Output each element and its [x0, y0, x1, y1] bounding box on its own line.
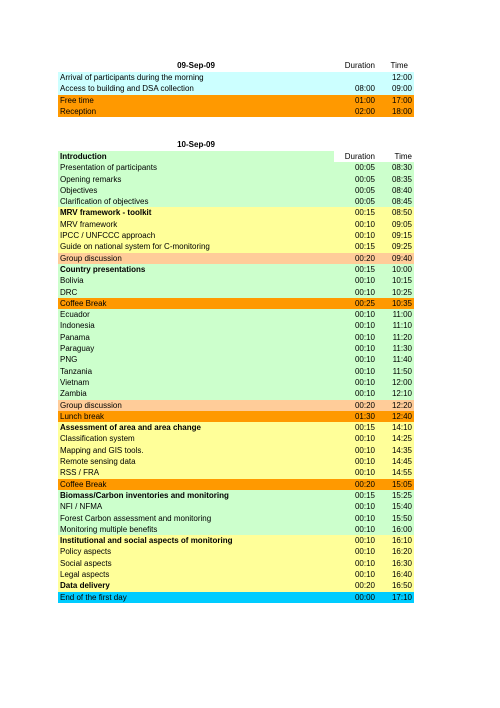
time-cell: 08:40 — [378, 185, 414, 196]
activity-cell: Classification system — [58, 433, 334, 444]
activity-cell: Lunch break — [58, 411, 334, 422]
duration-cell: 00:10 — [334, 275, 378, 286]
activity-cell: IPCC / UNFCCC approach — [58, 230, 334, 241]
time-cell: 09:25 — [378, 241, 414, 252]
activity-cell: MRV framework - toolkit — [58, 207, 334, 218]
schedule-row — [58, 162, 414, 173]
duration-cell: 08:00 — [334, 83, 378, 94]
duration-cell: 00:10 — [334, 558, 378, 569]
activity-cell: Tanzania — [58, 366, 334, 377]
activity-cell: DRC — [58, 287, 334, 298]
activity-cell: Coffee Break — [58, 298, 334, 309]
schedule-row — [58, 400, 414, 411]
activity-cell: Arrival of participants during the morning — [58, 72, 334, 83]
time-cell: 12:00 — [378, 72, 414, 83]
duration-cell: 00:10 — [334, 456, 378, 467]
schedule-row — [58, 354, 414, 365]
time-cell: 10:15 — [378, 275, 414, 286]
time-cell: 16:50 — [378, 580, 414, 591]
schedule-table-day1 — [58, 60, 414, 117]
activity-cell: Country presentations — [58, 264, 334, 275]
schedule-row — [58, 72, 414, 83]
time-cell: 16:40 — [378, 569, 414, 580]
schedule-row — [58, 479, 414, 490]
schedule-row — [58, 196, 414, 207]
time-cell: 16:20 — [378, 546, 414, 557]
schedule-row — [58, 524, 414, 535]
time-cell: 10:00 — [378, 264, 414, 275]
time-cell: 14:10 — [378, 422, 414, 433]
schedule-row — [58, 230, 414, 241]
activity-cell: Group discussion — [58, 253, 334, 264]
time-cell: 14:35 — [378, 445, 414, 456]
activity-cell: Objectives — [58, 185, 334, 196]
time-cell: 08:30 — [378, 162, 414, 173]
time-cell: 11:00 — [378, 309, 414, 320]
time-cell: 17:10 — [378, 592, 414, 603]
duration-cell: 00:05 — [334, 185, 378, 196]
time-cell: 12:20 — [378, 400, 414, 411]
time-cell: 11:10 — [378, 320, 414, 331]
activity-cell: Bolivia — [58, 275, 334, 286]
activity-cell: Panama — [58, 332, 334, 343]
activity-cell: Assessment of area and area change — [58, 422, 334, 433]
schedule-row — [58, 185, 414, 196]
activity-cell: Institutional and social aspects of monitoring — [58, 535, 334, 546]
duration-cell: 02:00 — [334, 106, 378, 117]
duration-cell: 00:15 — [334, 490, 378, 501]
schedule-row — [58, 95, 414, 106]
schedule-row — [58, 83, 414, 94]
schedule-table-day2 — [58, 139, 414, 603]
schedule-row — [58, 490, 414, 501]
activity-cell: End of the first day — [58, 592, 334, 603]
time-cell: 15:25 — [378, 490, 414, 501]
schedule-row — [58, 501, 414, 512]
activity-cell: Introduction — [58, 151, 334, 162]
day1-rows — [58, 72, 414, 117]
duration-cell: 00:05 — [334, 162, 378, 173]
activity-cell: Presentation of participants — [58, 162, 334, 173]
duration-cell: 00:15 — [334, 264, 378, 275]
schedule-row — [58, 106, 414, 117]
duration-cell: 00:10 — [334, 219, 378, 230]
duration-cell: 00:10 — [334, 230, 378, 241]
activity-cell: Group discussion — [58, 400, 334, 411]
activity-cell: Reception — [58, 106, 334, 117]
time-cell: 16:10 — [378, 535, 414, 546]
duration-cell: Duration — [334, 151, 378, 162]
schedule-row — [58, 264, 414, 275]
schedule-row — [58, 411, 414, 422]
time-cell: 10:35 — [378, 298, 414, 309]
time-cell: 14:45 — [378, 456, 414, 467]
schedule-row — [58, 275, 414, 286]
duration-cell: 00:10 — [334, 354, 378, 365]
time-cell: 15:50 — [378, 513, 414, 524]
schedule-row — [58, 207, 414, 218]
day2-header-row — [58, 139, 414, 151]
activity-cell: Forest Carbon assessment and monitoring — [58, 513, 334, 524]
time-cell: 09:15 — [378, 230, 414, 241]
time-cell: 12:10 — [378, 388, 414, 399]
duration-cell: 01:30 — [334, 411, 378, 422]
time-cell: 11:40 — [378, 354, 414, 365]
schedule-row — [58, 377, 414, 388]
duration-cell: 00:10 — [334, 535, 378, 546]
duration-cell: 00:10 — [334, 332, 378, 343]
day1-duration-header: Duration — [344, 61, 375, 70]
time-cell: 09:05 — [378, 219, 414, 230]
time-cell: 10:25 — [378, 287, 414, 298]
schedule-row — [58, 219, 414, 230]
day2-rows — [58, 151, 414, 603]
activity-cell: Zambia — [58, 388, 334, 399]
duration-cell: 00:10 — [334, 388, 378, 399]
duration-cell: 00:15 — [334, 241, 378, 252]
activity-cell: Opening remarks — [58, 174, 334, 185]
duration-cell: 00:10 — [334, 433, 378, 444]
time-cell: 16:30 — [378, 558, 414, 569]
duration-cell: 00:10 — [334, 513, 378, 524]
schedule-row — [58, 456, 414, 467]
activity-cell: Clarification of objectives — [58, 196, 334, 207]
activity-cell: Vietnam — [58, 377, 334, 388]
duration-cell: 00:10 — [334, 377, 378, 388]
duration-cell: 00:20 — [334, 253, 378, 264]
duration-cell: 00:05 — [334, 196, 378, 207]
duration-cell: 00:15 — [334, 422, 378, 433]
time-cell: 12:00 — [378, 377, 414, 388]
activity-cell: Indonesia — [58, 320, 334, 331]
duration-cell: 00:05 — [334, 174, 378, 185]
duration-cell: 00:10 — [334, 524, 378, 535]
day1-time-header: Time — [390, 61, 408, 70]
activity-cell: MRV framework — [58, 219, 334, 230]
duration-cell: 00:25 — [334, 298, 378, 309]
duration-cell: 00:20 — [334, 580, 378, 591]
time-cell: 15:05 — [378, 479, 414, 490]
day1-header-row — [58, 60, 414, 72]
duration-cell: 00:10 — [334, 309, 378, 320]
day2-date: 10-Sep-09 — [177, 140, 215, 149]
duration-cell: 00:10 — [334, 467, 378, 478]
activity-cell: NFI / NFMA — [58, 501, 334, 512]
time-cell: 11:20 — [378, 332, 414, 343]
schedule-row — [58, 332, 414, 343]
duration-cell: 00:20 — [334, 479, 378, 490]
time-cell: 12:40 — [378, 411, 414, 422]
activity-cell: Free time — [58, 95, 334, 106]
schedule-row — [58, 287, 414, 298]
schedule-row — [58, 309, 414, 320]
schedule-row — [58, 422, 414, 433]
activity-cell: Ecuador — [58, 309, 334, 320]
schedule-row — [58, 433, 414, 444]
activity-cell: Legal aspects — [58, 569, 334, 580]
schedule-row — [58, 253, 414, 264]
time-cell: 08:50 — [378, 207, 414, 218]
duration-cell: 00:10 — [334, 287, 378, 298]
schedule-row — [58, 592, 414, 603]
schedule-row — [58, 535, 414, 546]
time-cell: 11:50 — [378, 366, 414, 377]
activity-cell: Access to building and DSA collection — [58, 83, 334, 94]
schedule-row — [58, 366, 414, 377]
time-cell: 11:30 — [378, 343, 414, 354]
time-cell: 09:40 — [378, 253, 414, 264]
schedule-row — [58, 580, 414, 591]
time-cell: 08:45 — [378, 196, 414, 207]
schedule-row — [58, 569, 414, 580]
activity-cell: Remote sensing data — [58, 456, 334, 467]
schedule-row — [58, 174, 414, 185]
schedule-row — [58, 151, 414, 162]
activity-cell: Policy aspects — [58, 546, 334, 557]
activity-cell: Paraguay — [58, 343, 334, 354]
schedule-row — [58, 320, 414, 331]
schedule-row — [58, 343, 414, 354]
activity-cell: Social aspects — [58, 558, 334, 569]
activity-cell: Mapping and GIS tools. — [58, 445, 334, 456]
activity-cell: Data delivery — [58, 580, 334, 591]
time-cell: 09:00 — [378, 83, 414, 94]
activity-cell: Coffee Break — [58, 479, 334, 490]
duration-cell: 01:00 — [334, 95, 378, 106]
activity-cell: Guide on national system for C-monitoring — [58, 241, 334, 252]
schedule-row — [58, 546, 414, 557]
duration-cell: 00:10 — [334, 343, 378, 354]
time-cell: 18:00 — [378, 106, 414, 117]
time-cell: 08:35 — [378, 174, 414, 185]
activity-cell: Biomass/Carbon inventories and monitoring — [58, 490, 334, 501]
duration-cell: 00:10 — [334, 546, 378, 557]
activity-cell: PNG — [58, 354, 334, 365]
duration-cell: 00:10 — [334, 445, 378, 456]
time-cell: 16:00 — [378, 524, 414, 535]
schedule-row — [58, 241, 414, 252]
day1-date: 09-Sep-09 — [177, 61, 215, 70]
time-cell: Time — [378, 151, 414, 162]
duration-cell: 00:10 — [334, 320, 378, 331]
activity-cell: Monitoring multiple benefits — [58, 524, 334, 535]
schedule-row — [58, 388, 414, 399]
duration-cell: 00:10 — [334, 366, 378, 377]
schedule-row — [58, 445, 414, 456]
activity-cell: RSS / FRA — [58, 467, 334, 478]
duration-cell: 00:10 — [334, 569, 378, 580]
time-cell: 17:00 — [378, 95, 414, 106]
duration-cell: 00:20 — [334, 400, 378, 411]
schedule-row — [58, 558, 414, 569]
time-cell: 15:40 — [378, 501, 414, 512]
schedule-row — [58, 298, 414, 309]
duration-cell — [334, 72, 378, 83]
time-cell: 14:55 — [378, 467, 414, 478]
duration-cell: 00:10 — [334, 501, 378, 512]
schedule-row — [58, 467, 414, 478]
duration-cell: 00:15 — [334, 207, 378, 218]
schedule-row — [58, 513, 414, 524]
time-cell: 14:25 — [378, 433, 414, 444]
duration-cell: 00:00 — [334, 592, 378, 603]
